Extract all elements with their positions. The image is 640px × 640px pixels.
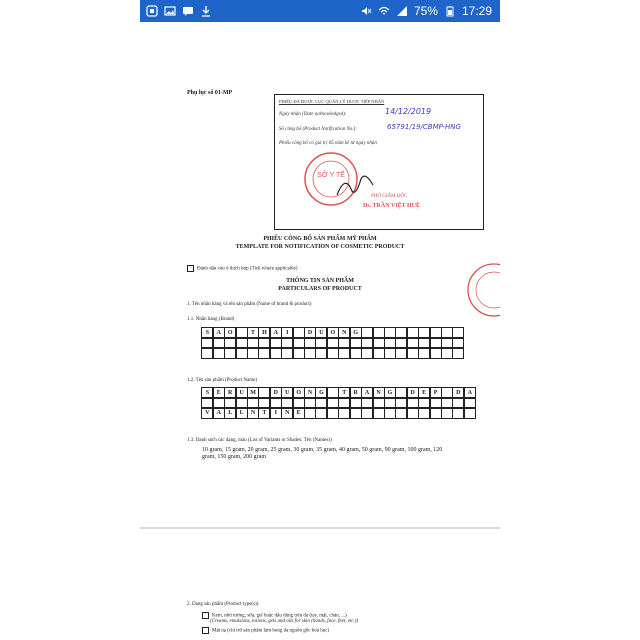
character-cell (327, 407, 339, 419)
character-cell (247, 347, 259, 359)
item-1-3-label: 1.3. Danh sách các dạng, màu (List of Variants or Shades; Tên (Names)) (187, 438, 332, 443)
character-cell (441, 407, 453, 419)
character-cell (464, 407, 476, 419)
character-cell (224, 347, 236, 359)
character-cell (350, 407, 362, 419)
character-cell: A (361, 387, 373, 399)
character-cell: U (236, 387, 248, 399)
character-cell: G (350, 327, 362, 339)
character-cell (395, 407, 407, 419)
item-1-label: 1. Tên nhãn hàng và tên sản phẩm (Name of brand & product) (187, 302, 312, 307)
character-cell: A (213, 407, 225, 419)
page-divider (140, 527, 500, 529)
battery-icon (444, 5, 456, 17)
character-cell: A (213, 327, 225, 339)
acknowledgement-stamp (274, 94, 484, 230)
character-cell: I (270, 407, 282, 419)
character-cell: P (430, 387, 442, 399)
character-cell: E (293, 407, 305, 419)
character-cell (430, 407, 442, 419)
validity-note: Phiếu công bố có giá trị 05 năm kể từ ngày nhận (279, 141, 377, 146)
character-cell: D (270, 387, 282, 399)
character-cell: T (258, 407, 270, 419)
signer-title: PHÓ GIÁM ĐỐC (371, 194, 408, 199)
signature-icon (335, 171, 375, 201)
character-cell: R (350, 387, 362, 399)
character-cell: D (304, 327, 316, 339)
document-page (140, 22, 500, 640)
character-cell: R (224, 387, 236, 399)
received-label: PHIẾU ĐÃ ĐƯỢC CỤC QUẢN LÝ DƯỢC TIẾP NHẬN (279, 99, 385, 104)
date-label: Ngày nhận (Date acknowledged): (279, 112, 347, 117)
section-title-english: PARTICULARS OF PRODUCT (278, 286, 362, 292)
character-cell: N (373, 387, 385, 399)
character-cell: S (201, 327, 213, 339)
character-cell: A (270, 327, 282, 339)
character-cell (338, 347, 350, 359)
character-cell (441, 347, 453, 359)
character-cell (395, 347, 407, 359)
character-cell: N (304, 387, 316, 399)
notification-number-value: 65791/19/CBMP-HNG (387, 123, 461, 131)
character-cell: D (452, 387, 464, 399)
item-2-label: 2. Dạng sản phẩm (Product type(s)) (187, 602, 259, 607)
character-cell (213, 347, 225, 359)
character-cell (418, 407, 430, 419)
character-cell (350, 347, 362, 359)
unchecked-box-icon (202, 627, 209, 634)
character-cell: O (293, 387, 305, 399)
character-cell (430, 347, 442, 359)
app-notification-icon (146, 5, 158, 17)
title-english: TEMPLATE FOR NOTIFICATION OF COSMETIC PRODUCT (235, 244, 405, 250)
character-cell (236, 347, 248, 359)
item-2-option-a-english: (Creams, emulsions, lotions, gels and oils for skin (hands, face, feet, etc.)) (210, 619, 359, 624)
character-cell (361, 347, 373, 359)
character-cell (373, 407, 385, 419)
checked-box-icon (202, 612, 209, 619)
character-cell (201, 347, 213, 359)
character-cell: L (224, 407, 236, 419)
download-notification-icon (200, 5, 212, 17)
character-cell: V (201, 407, 213, 419)
character-cell (418, 347, 430, 359)
status-bar (140, 0, 500, 22)
character-cell: N (247, 407, 259, 419)
character-cell: I (281, 327, 293, 339)
item-1-1-label: 1.1. Nhãn hàng (Brand) (187, 317, 235, 322)
character-cell (304, 407, 316, 419)
product-grid-row-2 (202, 408, 476, 419)
character-cell: S (201, 387, 213, 399)
character-cell: T (247, 327, 259, 339)
image-notification-icon (164, 5, 176, 17)
character-cell: U (281, 387, 293, 399)
checked-box-icon (187, 265, 194, 272)
character-cell: A (464, 387, 476, 399)
character-cell (384, 407, 396, 419)
brand-grid-row-3 (202, 348, 464, 359)
character-cell: G (315, 387, 327, 399)
character-cell (281, 347, 293, 359)
character-cell: U (315, 327, 327, 339)
signer-name: Ds. TRẦN VIỆT HUỆ (363, 203, 421, 209)
battery-percent: 75% (413, 4, 438, 18)
character-cell: H (258, 327, 270, 339)
character-cell: O (224, 327, 236, 339)
character-cell (258, 347, 270, 359)
character-cell (327, 347, 339, 359)
character-cell: N (338, 327, 350, 339)
character-cell: L (236, 407, 248, 419)
item-2-option-a: Kem, nhũ tương, sữa, gel hoặc dầu dùng trên da (tay, mặt, chân, ...) (202, 612, 347, 620)
character-cell (407, 347, 419, 359)
character-cell (315, 407, 327, 419)
character-cell: G (384, 387, 396, 399)
clock: 17:29 (461, 4, 492, 18)
message-notification-icon (182, 5, 194, 17)
character-cell: O (327, 327, 339, 339)
checkbox-note: Đánh dấu vào ô thích hợp (Tick where applicable) (187, 265, 298, 273)
title-vietnamese: PHIẾU CÔNG BỐ SẢN PHẨM MỸ PHẨM (263, 236, 377, 242)
character-cell (452, 347, 464, 359)
appendix-label: Phụ lục số 01-MP (187, 90, 233, 96)
item-2-option-b: Mặt nạ (chỉ trừ sản phẩm làm bong da nguồn gốc hoá học) (202, 627, 329, 635)
character-cell: E (418, 387, 430, 399)
variants-list: 10 gram, 15 gram, 20 gram, 25 gram, 30 gram, 35 gram, 40 gram, 50 gram, 90 gram, 100 gram, 120 gram, 150 gram, 200 gram (202, 447, 443, 461)
wifi-icon (378, 5, 390, 17)
section-title-vietnamese: THÔNG TIN SẢN PHẨM (286, 278, 354, 284)
item-1-2-label: 1.2. Tên sản phẩm (Product Name) (187, 378, 258, 383)
date-value: 14/12/2019 (385, 107, 432, 116)
character-cell (384, 347, 396, 359)
character-cell: E (213, 387, 225, 399)
character-cell (452, 407, 464, 419)
character-cell (407, 407, 419, 419)
character-cell: T (338, 387, 350, 399)
character-cell (373, 347, 385, 359)
signal-icon (396, 5, 408, 17)
character-cell (270, 347, 282, 359)
character-cell (315, 347, 327, 359)
notification-number-label: Số công bố (Product Notification No.): (279, 127, 357, 132)
character-cell: D (407, 387, 419, 399)
character-cell: N (281, 407, 293, 419)
character-cell (338, 407, 350, 419)
character-cell (293, 347, 305, 359)
character-cell (361, 407, 373, 419)
character-cell (304, 347, 316, 359)
mute-icon (360, 5, 372, 17)
seal-text: SỞ Y TẾ (317, 172, 345, 179)
character-cell: M (247, 387, 259, 399)
